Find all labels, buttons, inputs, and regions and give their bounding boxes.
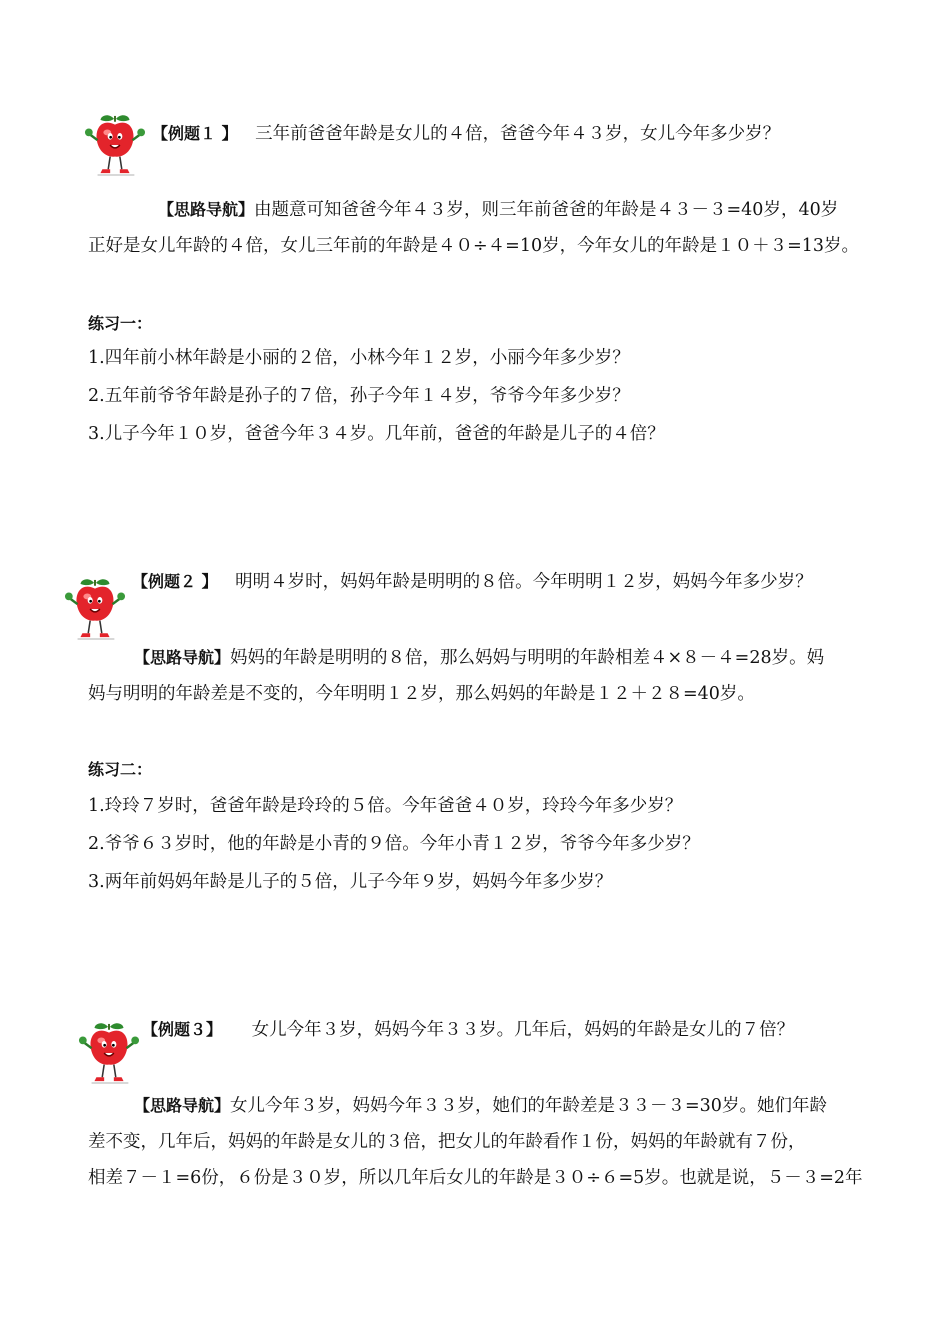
example-1-tag: 【例题１ 】 xyxy=(152,124,238,143)
example-1-hint-line-2: 正好是女儿年龄的４倍，女儿三年前的年龄是４０÷４=10岁，今年女儿的年龄是１０＋３=13岁。 xyxy=(88,236,860,256)
example-1-question: 三年前爸爸年龄是女儿的４倍，爸爸今年４３岁，女儿今年多少岁？ xyxy=(255,124,781,144)
example-2-question: 明明４岁时，妈妈年龄是明明的８倍。今年明明１２岁，妈妈今年多少岁？ xyxy=(235,572,813,592)
practice-2-item-3: 3.两年前妈妈年龄是儿子的５倍，儿子今年９岁，妈妈今年多少岁？ xyxy=(88,872,613,892)
practice-2-title: 练习二： xyxy=(88,760,153,779)
example-2-hint-line-2: 妈与明明的年龄差是不变的，今年明明１２岁，那么妈妈的年龄是１２＋２８=40岁。 xyxy=(88,684,755,704)
example-3-hint-line-1: 【思路导航】女儿今年３岁，妈妈今年３３岁，她们的年龄差是３３－３=30岁。她们年龄 xyxy=(134,1096,827,1116)
example-1-hint-line-1: 【思路导航】由题意可知爸爸今年４３岁，则三年前爸爸的年龄是４３－３=40岁，40岁 xyxy=(158,200,839,220)
practice-1-item-2: 2.五年前爷爷年龄是孙子的７倍，孙子今年１４岁，爷爷今年多少岁？ xyxy=(88,386,630,406)
practice-1-item-1: 1.四年前小林年龄是小丽的２倍，小林今年１２岁，小丽今年多少岁？ xyxy=(88,348,630,368)
example-3-heading xyxy=(142,1018,794,1042)
practice-2-item-2: 2.爷爷６３岁时，他的年龄是小青的９倍。今年小青１２岁，爷爷今年多少岁？ xyxy=(88,834,700,854)
example-2-hint-tag: 【思路导航】 xyxy=(134,648,231,667)
example-3-question: 女儿今年３岁，妈妈今年３３岁。几年后，妈妈的年龄是女儿的７倍？ xyxy=(251,1020,795,1040)
example-1-heading xyxy=(152,122,780,146)
apple-mascot-icon xyxy=(78,1020,140,1086)
apple-mascot-icon xyxy=(84,112,146,178)
example-3-tag: 【例题３】 xyxy=(142,1020,223,1039)
apple-mascot-icon xyxy=(64,576,126,642)
example-1-hint-tag: 【思路导航】 xyxy=(158,200,255,219)
example-3-hint-line-3: 相差７－１=6份，６份是３０岁，所以几年后女儿的年龄是３０÷６=5岁。也就是说，５－３=2年 xyxy=(88,1168,863,1188)
example-3-hint-line-2: 差不变，几年后，妈妈的年龄是女儿的３倍，把女儿的年龄看作１份，妈妈的年龄就有７份， xyxy=(88,1132,806,1152)
practice-1-item-3: 3.儿子今年１０岁，爸爸今年３４岁。几年前，爸爸的年龄是儿子的４倍？ xyxy=(88,424,665,444)
example-2-hint-line-1: 【思路导航】妈妈的年龄是明明的８倍，那么妈妈与明明的年龄相差４×８－４=28岁。妈 xyxy=(134,648,825,668)
practice-1-title: 练习一： xyxy=(88,314,153,333)
example-2-tag: 【例题２ 】 xyxy=(132,572,218,591)
example-2-heading xyxy=(132,570,813,594)
practice-2-item-1: 1.玲玲７岁时，爸爸年龄是玲玲的５倍。今年爸爸４０岁，玲玲今年多少岁？ xyxy=(88,796,683,816)
example-3-hint-tag: 【思路导航】 xyxy=(134,1096,231,1115)
